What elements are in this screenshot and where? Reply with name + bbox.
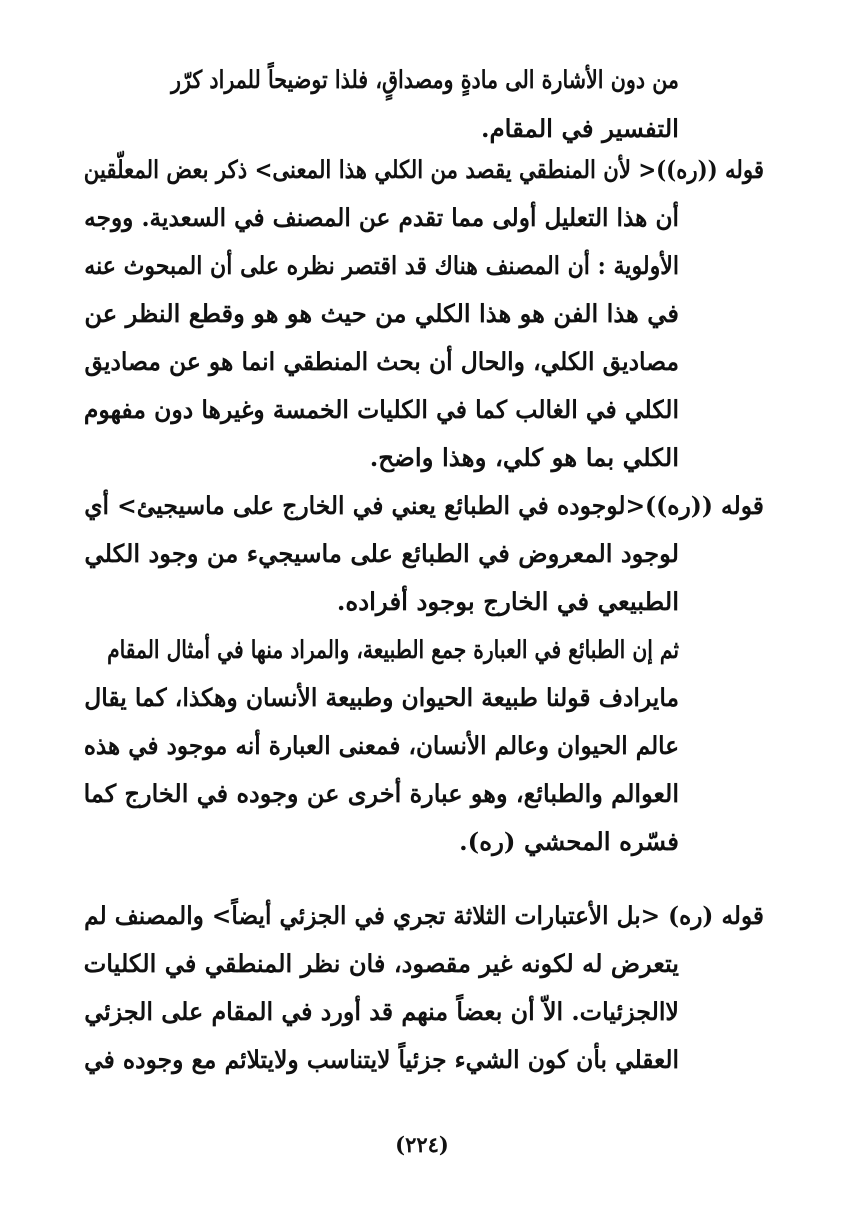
text-line: ثم إن الطبائع في العبارة جمع الطبيعة، والمراد منها في أمثال المقام [107,635,679,664]
text-line: أن هذا التعليل أولى مما تقدم عن المصنف في السعدية. ووجه [84,203,679,232]
text-line: قوله ((ره))<لوجوده في الطبائع يعني في الخارج على ماسيجيئ> أي [84,491,764,520]
text-line: الكلي في الغالب كما في الكليات الخمسة وغيرها دون مفهوم [83,395,679,424]
page-number: (٢٢٤) [395,1132,449,1157]
text-line: العقلي بأن كون الشيء جزئياً لايتناسب ولايتلائم مع وجوده في [84,1045,679,1074]
text-line: العوالم والطبائع، وهو عبارة أخرى عن وجوده في الخارج كما [83,779,679,808]
text-line: لوجود المعروض في الطبائع على ماسيجيء من وجود الكلي [84,539,679,568]
text-line: مايرادف قولنا طبيعة الحيوان وطبيعة الأنسان وهكذا، كما يقال [84,683,680,712]
text-line: في هذا الفن هو هذا الكلي من حيث هو هو وقطع النظر عن [84,299,679,328]
text-line: التفسير في المقام. [480,114,679,143]
text-line: يتعرض له لكونه غير مقصود، فان نظر المنطقي في الكليات [83,949,679,978]
text-line: لاالجزئيات. الاّ أن بعضاً منهم قد أورد في المقام على الجزئي [84,997,680,1026]
text-line: قوله ((ره))< لأن المنطقي يقصد من الكلي هذا المعنى> ذكر بعض المعلّقين [83,155,764,184]
text-line: الطبيعي في الخارج بوجود أفراده. [336,587,679,616]
text-line: الكلي بما هو كلي، وهذا واضح. [369,443,679,472]
text-line: فسّره المحشي (ره). [459,827,679,856]
text-line: من دون الأشارة الى مادةٍ ومصداقٍ، فلذا توضيحاً للمراد كرّر [171,65,680,94]
text-line: الأولوية : أن المصنف هناك قد اقتصر نظره على أن المبحوث عنه [84,251,679,280]
text-line: عالم الحيوان وعالم الأنسان، فمعنى العبارة أنه موجود في هذه [83,731,680,760]
text-line: قوله (ره) <بل الأعتبارات الثلاثة تجري في الجزئي أيضاً> والمصنف لم [84,901,765,930]
text-line: مصاديق الكلي، والحال أن بحث المنطقي انما هو عن مصاديق [84,347,680,376]
